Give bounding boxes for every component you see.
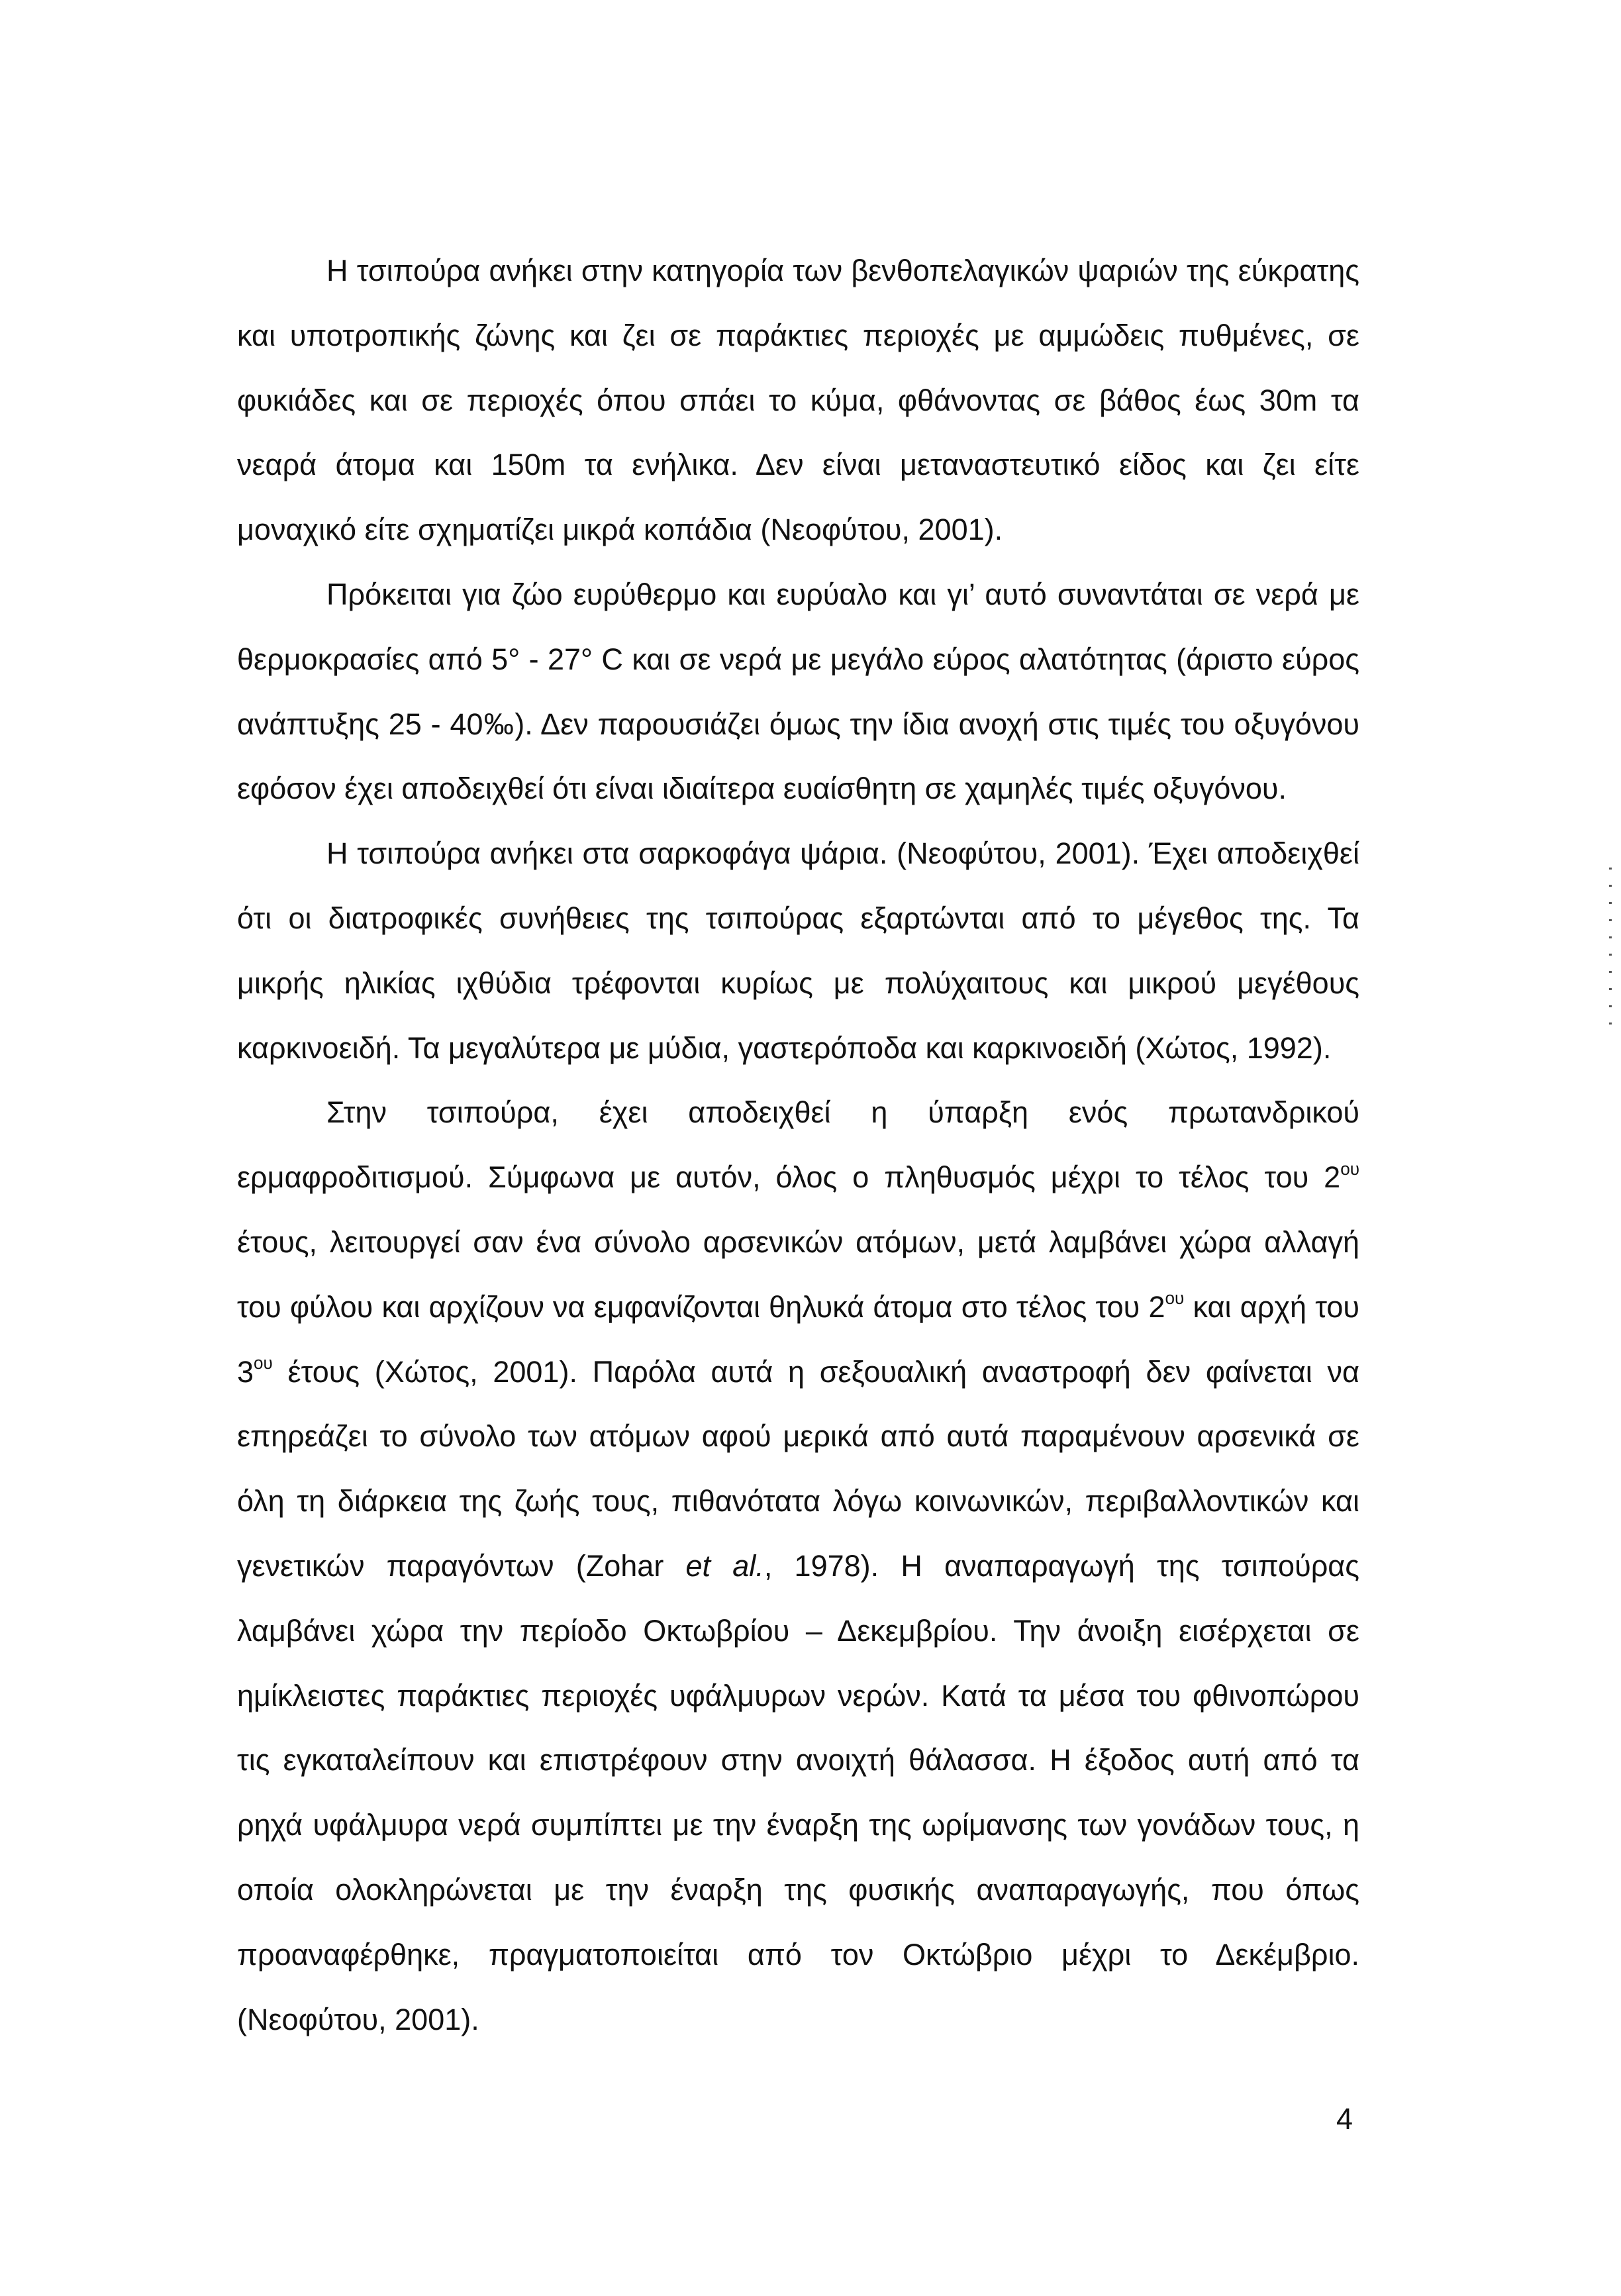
- paragraph-habitat: [237, 238, 1359, 562]
- paragraph-diet: [237, 821, 1359, 1080]
- page-number: 4: [1336, 2102, 1353, 2136]
- ordinal-superscript: ου: [1340, 1158, 1359, 1179]
- paragraph-text: Πρόκειται για ζώο ευρύθερμο και ευρύαλο και γι’ αυτό συναντάται σε νερά με θερμοκρασίες από 5° - 27° C και σε νερά με μεγάλο εύρος αλατότητας (άριστο εύρος ανάπτυξης 25 - 40‰). Δεν παρουσιάζει όμως την ίδια ανοχή στις τιμές του οξυγόνου εφόσον έχει αποδειχθεί ότι είναι ιδιαίτερα ευαίσθητη σε χαμηλές τιμές οξυγόνου.: [237, 577, 1359, 806]
- ordinal-superscript: ου: [1165, 1288, 1185, 1309]
- paragraph-text: Η τσιπούρα ανήκει στα σαρκοφάγα ψάρια. (Νεοφύτου, 2001). Έχει αποδειχθεί ότι οι διατροφικές συνήθειες της τσιπούρας εξαρτώνται από το μέγεθος της. Τα μικρής ηλικίας ιχθύδια τρέφονται κυρίως με πολύχαιτους και μικρού μεγέθους καρκινοειδή. Τα μεγαλύτερα με μύδια, γαστερόποδα και καρκινοειδή (Χώτος, 1992).: [237, 836, 1359, 1065]
- ordinal-superscript: ου: [254, 1352, 273, 1373]
- paragraph-reproduction: [237, 1080, 1359, 2052]
- paragraph-text: , 1978). Η αναπαραγωγή της τσιπούρας λαμβάνει χώρα την περίοδο Οκτωβρίου – Δεκεμβρίου. Την άνοιξη εισέρχεται σε ημίκλειστες παράκτιες περιοχές υφάλμυρων νερών. Κατά τα μέσα του φθινοπώρου τις εγκαταλείπουν και επιστρέφουν στην ανοιχτή θάλασσα. Η έξοδος αυτή από τα ρηχά υφάλμυρα νερά συμπίπτει με την έναρξη της ωρίμανσης των γονάδων τους, η οποία ολοκληρώνεται με την έναρξη της φυσικής αναπαραγωγής, που όπως προαναφέρθηκε, πραγματοποιείται από τον Οκτώβριο μέχρι το Δεκέμβριο. (Νεοφύτου, 2001).: [237, 1548, 1359, 2036]
- paragraph-text: έτους (Χώτος, 2001). Παρόλα αυτά η σεξουαλική αναστροφή δεν φαίνεται να επηρεάζει το σύνολο των ατόμων αφού μερικά από αυτά παραμένουν αρσενικά σε όλη τη διάρκεια της ζωής τους, πιθανότατα λόγω κοινωνικών, περιβαλλοντικών και γενετικών παραγόντων (Zohar: [237, 1354, 1359, 1583]
- italic-citation: et al.: [685, 1548, 764, 1583]
- paragraph-text: Στην τσιπούρα, έχει αποδειχθεί η ύπαρξη ενός πρωτανδρικού ερμαφροδιτισμού. Σύμφωνα με αυτόν, όλος ο πληθυσμός μέχρι το τέλος του 2: [237, 1095, 1359, 1195]
- paragraph-text: Η τσιπούρα ανήκει στην κατηγορία των βενθοπελαγικών ψαριών της εύκρατης και υποτροπικής ζώνης και ζει σε παράκτιες περιοχές με αμμώδεις πυθμένες, σε φυκιάδες και σε περιοχές όπου σπάει το κύμα, φθάνοντας σε βάθος έως 30m τα νεαρά άτομα και 150m τα ενήλικα. Δεν είναι μεταναστευτικό είδος και ζει είτε μοναχικό είτε σχηματίζει μικρά κοπάδια (Νεοφύτου, 2001).: [237, 254, 1359, 547]
- scan-edge-mark: [1609, 868, 1612, 1033]
- paragraph-text: έτους, λειτουργεί σαν ένα σύνολο αρσενικών ατόμων, μετά λαμβάνει χώρα αλλαγή του φύλου και αρχίζουν να εμφανίζονται θηλυκά άτομα στο τέλος του 2: [237, 1224, 1359, 1324]
- paragraph-text: και αρχή του 3: [237, 1289, 1359, 1389]
- paragraph-tolerance: [237, 562, 1359, 821]
- document-body: [237, 238, 1359, 2052]
